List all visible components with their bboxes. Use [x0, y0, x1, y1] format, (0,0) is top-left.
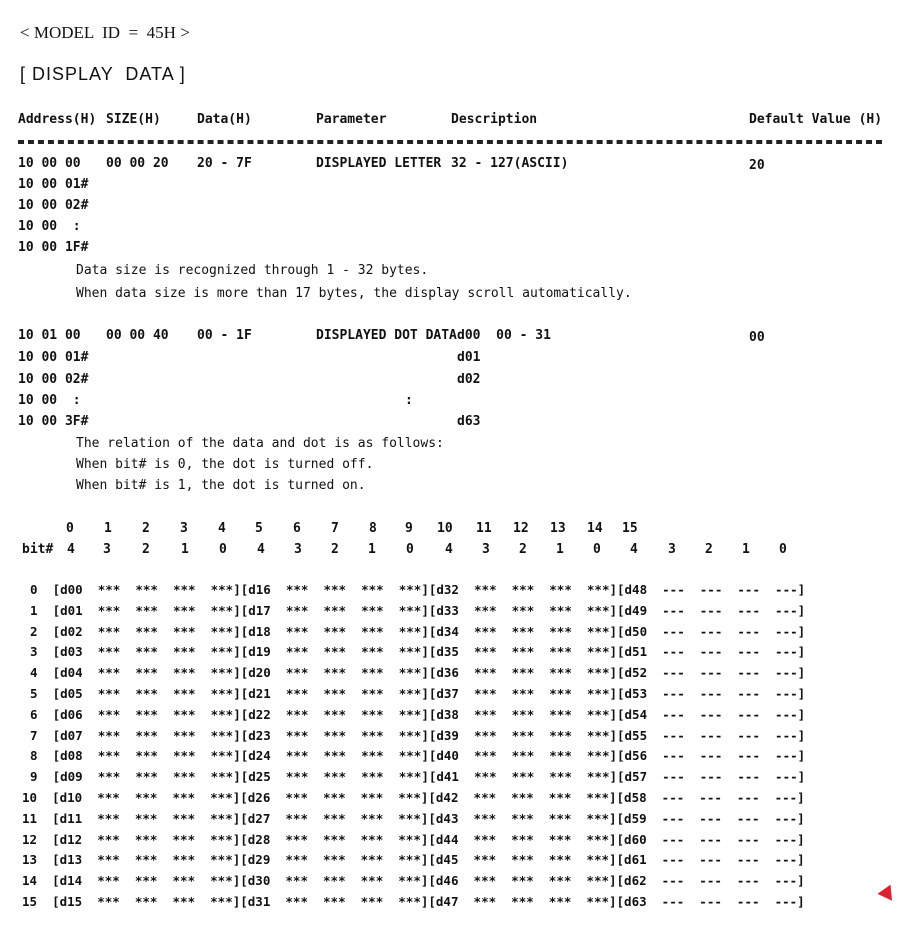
address-line: 10 00 02# — [18, 198, 89, 213]
note-line: The relation of the data and dot is as follows: — [76, 436, 444, 451]
default-value: 00 — [749, 330, 765, 345]
bit-number: 1 — [556, 542, 564, 557]
data-range: 20 - 7F — [197, 156, 252, 171]
address-line: 10 00 3F# — [18, 414, 89, 429]
grid-row: 9 [d09 *** *** *** ***][d25 *** *** *** ***][d41 *** *** *** ***][d57 --- --- --- ---] — [30, 769, 806, 785]
column-index: 2 — [142, 521, 150, 536]
column-index: 3 — [180, 521, 188, 536]
size-value: 00 00 40 — [106, 328, 169, 343]
column-index: 8 — [369, 521, 377, 536]
description-line: d01 — [457, 350, 481, 365]
description-line: d00 00 - 31 — [457, 328, 551, 343]
parameter-name: DISPLAYED LETTER — [316, 156, 442, 171]
description-line: : — [405, 393, 413, 408]
grid-row: 0 [d00 *** *** *** ***][d16 *** *** *** ***][d32 *** *** *** ***][d48 --- --- --- ---] — [30, 582, 806, 597]
bit-number: 3 — [482, 542, 490, 557]
bit-number: 1 — [742, 542, 750, 557]
grid-row: 14 [d14 *** *** *** ***][d30 *** *** *** ***][d46 *** *** *** ***][d62 --- --- --- ---] — [22, 873, 805, 889]
address-line: 10 00 01# — [18, 177, 89, 192]
bit-number: 0 — [593, 542, 601, 557]
bit-number: 0 — [219, 542, 227, 557]
grid-row: 13 [d13 *** *** *** ***][d29 *** *** *** ***][d45 *** *** *** ***][d61 --- --- --- ---] — [22, 852, 805, 868]
bit-number: 4 — [67, 542, 75, 557]
column-index: 12 — [513, 521, 529, 536]
grid-row: 8 [d08 *** *** *** ***][d24 *** *** *** ***][d40 *** *** *** ***][d56 --- --- --- ---] — [30, 748, 806, 764]
parameter-name: DISPLAYED DOT DATA — [316, 328, 457, 343]
column-index: 0 — [66, 521, 74, 536]
bit-number-row — [0, 543, 902, 559]
grid-row: 4 [d04 *** *** *** ***][d20 *** *** *** ***][d36 *** *** *** ***][d52 --- --- --- ---] — [30, 665, 806, 681]
header-data: Data(H) — [197, 112, 252, 127]
address-line: 10 00 : — [18, 219, 81, 234]
header-divider — [18, 140, 882, 144]
bit-number: 2 — [331, 542, 339, 557]
address-line: 10 00 01# — [18, 350, 89, 365]
bit-number: 4 — [257, 542, 265, 557]
note-line: When data size is more than 17 bytes, the display scroll automatically. — [76, 286, 632, 301]
bit-number: 2 — [519, 542, 527, 557]
grid-row: 5 [d05 *** *** *** ***][d21 *** *** *** ***][d37 *** *** *** ***][d53 --- --- --- ---] — [30, 686, 806, 701]
address-line: 10 00 : — [18, 393, 81, 408]
grid-row: 7 [d07 *** *** *** ***][d23 *** *** *** ***][d39 *** *** *** ***][d55 --- --- --- ---] — [30, 727, 806, 743]
grid-row: 3 [d03 *** *** *** ***][d19 *** *** *** ***][d35 *** *** *** ***][d51 --- --- --- ---] — [30, 644, 806, 660]
column-index: 1 — [104, 521, 112, 536]
header-default: Default Value (H) — [749, 112, 883, 127]
header-size: SIZE(H) — [106, 112, 161, 127]
address-line: 10 00 02# — [18, 372, 89, 387]
header-description: Description — [451, 112, 538, 127]
bit-number: 0 — [406, 542, 414, 557]
data-range: 00 - 1F — [197, 328, 252, 343]
address-line: 10 01 00 — [18, 328, 81, 343]
bit-number: 1 — [181, 542, 189, 557]
address-line: 10 00 00 — [18, 156, 81, 171]
grid-row: 2 [d02 *** *** *** ***][d18 *** *** *** ***][d34 *** *** *** ***][d50 --- --- --- ---] — [30, 623, 806, 639]
header-parameter: Parameter — [316, 112, 387, 127]
bit-number: 2 — [142, 542, 150, 557]
column-index-row — [0, 522, 902, 538]
grid-row: 15 [d15 *** *** *** ***][d31 *** *** *** ***][d47 *** *** *** ***][d63 --- --- --- ---] — [22, 894, 805, 909]
description-line: d02 — [457, 372, 481, 387]
column-index: 4 — [218, 521, 226, 536]
column-index: 14 — [587, 521, 603, 536]
grid-row: 12 [d12 *** *** *** ***][d28 *** *** *** ***][d44 *** *** *** ***][d60 --- --- --- ---] — [22, 831, 805, 847]
bit-number: 3 — [103, 542, 111, 557]
model-id: < MODEL ID = 45H > — [20, 23, 190, 42]
column-index: 15 — [622, 521, 638, 536]
column-index: 6 — [293, 521, 301, 536]
column-index: 10 — [437, 521, 453, 536]
description-line: d63 — [457, 414, 481, 429]
bit-number: 4 — [445, 542, 453, 557]
bit-number: 1 — [368, 542, 376, 557]
note-line: Data size is recognized through 1 - 32 bytes. — [76, 263, 429, 278]
bit-number: 3 — [668, 542, 676, 557]
bit-number: 3 — [294, 542, 302, 557]
dot-grid — [0, 584, 902, 924]
bit-number: 4 — [630, 542, 638, 557]
column-index: 9 — [405, 521, 413, 536]
description-text: 32 - 127(ASCII) — [451, 156, 569, 171]
column-index: 7 — [331, 521, 339, 536]
header-address: Address(H) — [18, 112, 97, 127]
address-line: 10 00 1F# — [18, 240, 89, 255]
column-index: 11 — [476, 521, 492, 536]
bit-number: 0 — [779, 542, 787, 557]
column-index: 13 — [550, 521, 566, 536]
note-line: When bit# is 1, the dot is turned on. — [76, 478, 366, 493]
grid-row: 6 [d06 *** *** *** ***][d22 *** *** *** ***][d38 *** *** *** ***][d54 --- --- --- ---] — [30, 706, 806, 722]
bit-number: 2 — [705, 542, 713, 557]
bit-label: bit# — [22, 542, 54, 557]
column-index: 5 — [255, 521, 263, 536]
grid-row: 10 [d10 *** *** *** ***][d26 *** *** *** ***][d42 *** *** *** ***][d58 --- --- --- ---] — [22, 790, 805, 805]
default-value: 20 — [749, 158, 765, 173]
grid-row: 1 [d01 *** *** *** ***][d17 *** *** *** ***][d33 *** *** *** ***][d49 --- --- --- ---] — [30, 602, 806, 618]
grid-row: 11 [d11 *** *** *** ***][d27 *** *** *** ***][d43 *** *** *** ***][d59 --- --- --- ---] — [22, 810, 805, 826]
size-value: 00 00 20 — [106, 156, 169, 171]
section-title: [ DISPLAY DATA ] — [20, 64, 186, 84]
note-line: When bit# is 0, the dot is turned off. — [76, 457, 374, 472]
